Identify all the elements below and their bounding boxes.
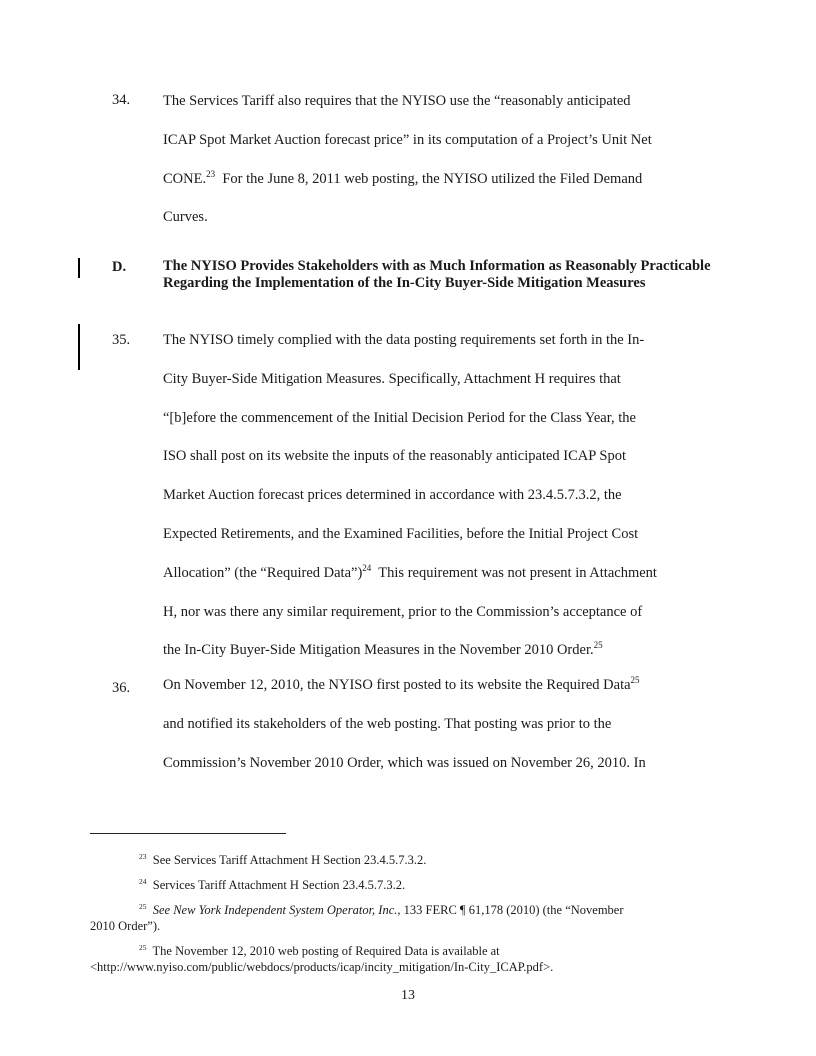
text-line: and notified its stakeholders of the web posting. That posting was prior to the [163, 715, 612, 732]
footnote-text: , 133 FERC ¶ 61,178 (2010) (the “November [397, 903, 624, 917]
paragraph-number: 36. [112, 680, 131, 696]
footnote-25-continued: 2010 Order”). [90, 919, 161, 933]
footnote-ref: 23 [206, 168, 216, 179]
revision-bar [78, 324, 80, 370]
footnote-mark: 25 [139, 902, 147, 911]
case-citation: See New York Independent System Operator, Inc. [152, 903, 398, 917]
section-letter: D. [112, 259, 127, 275]
paragraph-36 [163, 666, 723, 782]
text-line: “[b]efore the commencement of the Initial Decision Period for the Class Year, the [163, 409, 636, 426]
footnote-ref: 24 [362, 562, 372, 573]
paragraph-34 [163, 82, 723, 237]
text-line: Curves. [163, 209, 208, 226]
text-line: City Buyer-Side Mitigation Measures. Specifically, Attachment H requires that [163, 370, 621, 387]
text-line: The NYISO timely complied with the data posting requirements set forth in the In- [163, 332, 645, 348]
section-heading: The NYISO Provides Stakeholders with as Much Information as Reasonably Practicable Regarding the Implementation of the In-City Buyer-Side Mitigation Measures [163, 258, 711, 291]
text-line: Expected Retirements, and the Examined Facilities, before the Initial Project Cost [163, 525, 639, 542]
footnote-mark: 23 [139, 852, 147, 861]
footnote-mark: 24 [139, 877, 147, 886]
paragraph-number: 35. [112, 332, 131, 348]
text-fragment: This requirement was not present in Attachment [378, 564, 657, 581]
footnote-26 [139, 943, 500, 959]
text-line: ISO shall post on its website the inputs of the reasonably anticipated ICAP Spot [163, 448, 627, 465]
footnote-separator [90, 833, 286, 834]
revision-bar [78, 258, 80, 278]
footnote-url[interactable]: <http://www.nyiso.com/public/webdocs/products/icap/incity_mitigation/In-City_ICAP.pdf>. [90, 960, 554, 974]
text-line: The Services Tariff also requires that the NYISO use the “reasonably anticipated [163, 93, 631, 109]
paragraph-35 [163, 321, 723, 670]
text-fragment: Allocation” (the “Required Data”) [163, 564, 363, 581]
text-line [163, 554, 723, 593]
footnote-ref: 25 [593, 640, 603, 651]
text-fragment: For the June 8, 2011 web posting, the NYISO utilized the Filed Demand [222, 170, 643, 187]
text-line: ICAP Spot Market Auction forecast price” in its computation of a Project’s Unit Net [163, 131, 652, 148]
text-fragment: CONE. [163, 170, 207, 187]
text-fragment: On November 12, 2010, the NYISO first posted to its website the Required Data [163, 677, 631, 693]
text-line [163, 666, 723, 705]
page-number: 13 [401, 988, 415, 1003]
footnote-24 [139, 877, 405, 893]
footnote-25 [139, 902, 624, 918]
footnote-text: Services Tariff Attachment H Section 23.4.5.7.3.2. [152, 878, 406, 892]
text-line: Market Auction forecast prices determined in accordance with 23.4.5.7.3.2, the [163, 487, 622, 504]
footnote-23 [139, 852, 426, 868]
text-fragment: the In-City Buyer-Side Mitigation Measures in the November 2010 Order. [163, 642, 594, 659]
text-line: H, nor was there any similar requirement, prior to the Commission’s acceptance of [163, 603, 643, 620]
footnote-text: See Services Tariff Attachment H Section 23.4.5.7.3.2. [152, 853, 427, 867]
footnote-ref: 25 [630, 675, 640, 685]
text-line [163, 631, 723, 670]
text-line: Commission’s November 2010 Order, which was issued on November 26, 2010. In [163, 754, 646, 771]
footnote-mark: 25 [139, 943, 147, 952]
footnote-text: The November 12, 2010 web posting of Required Data is available at [152, 944, 500, 958]
text-line [163, 160, 723, 199]
paragraph-number: 34. [112, 92, 131, 108]
